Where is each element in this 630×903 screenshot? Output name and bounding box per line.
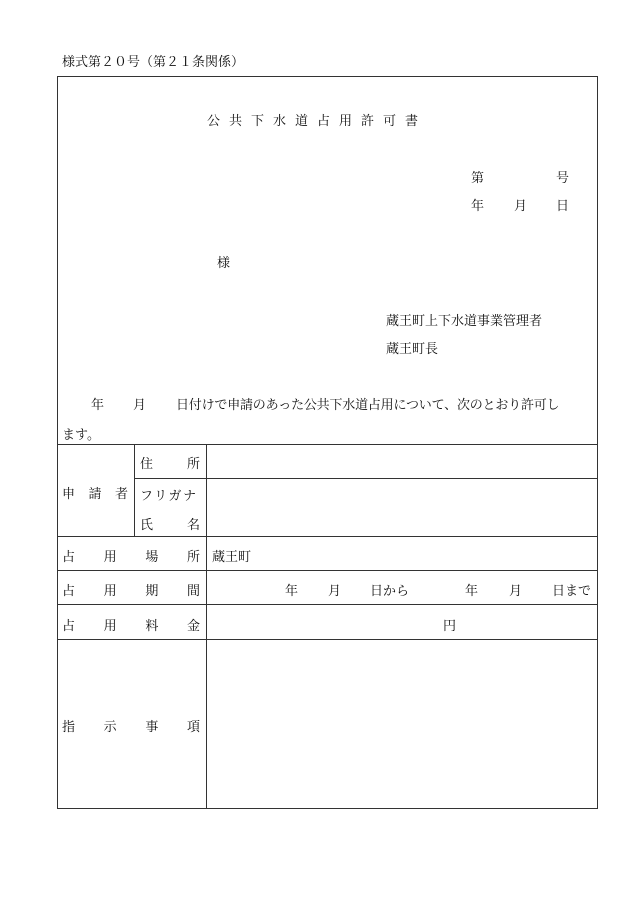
instructions-label: 指 示 事 項 bbox=[62, 720, 200, 735]
fee-label: 占 用 料 金 bbox=[62, 619, 200, 634]
addressee-suffix: 様 bbox=[217, 256, 231, 271]
location-label: 占 用 場 所 bbox=[62, 550, 200, 565]
issuer-title: 蔵王町上下水道事業管理者 bbox=[386, 314, 543, 329]
address-label: 住 所 bbox=[140, 457, 200, 472]
document-title: 公共下水道占用許可書 bbox=[207, 114, 428, 129]
period-from-day: 日から bbox=[370, 584, 410, 599]
fee-unit: 円 bbox=[443, 619, 457, 634]
period-to-month: 月 bbox=[509, 584, 523, 599]
period-row-rule bbox=[57, 604, 598, 605]
period-label: 占 用 期 間 bbox=[62, 584, 200, 599]
issue-date-month: 月 bbox=[514, 199, 528, 214]
address-row-rule bbox=[134, 478, 598, 479]
statement-text-end: ます。 bbox=[62, 428, 100, 443]
applicant-label: 申 請 者 bbox=[62, 487, 128, 502]
form-number: 様式第２０号（第２１条関係） bbox=[62, 55, 245, 70]
statement-month: 月 bbox=[133, 398, 147, 413]
period-to-year: 年 bbox=[465, 584, 479, 599]
location-value: 蔵王町 bbox=[212, 550, 252, 565]
statement-text: 日付けで申請のあった公共下水道占用について、次のとおり許可し bbox=[176, 398, 560, 413]
applicant-row-rule bbox=[57, 536, 598, 537]
period-from-year: 年 bbox=[285, 584, 299, 599]
name-label: 氏 名 bbox=[140, 518, 200, 533]
label-column-divider bbox=[206, 444, 207, 809]
issue-number-suffix: 号 bbox=[556, 171, 570, 186]
location-row-rule bbox=[57, 570, 598, 571]
statement-year: 年 bbox=[91, 398, 105, 413]
permit-form-frame bbox=[57, 76, 598, 809]
table-top-rule bbox=[57, 444, 598, 445]
furigana-label: フリガナ bbox=[140, 489, 198, 504]
applicant-label-divider bbox=[134, 444, 135, 536]
issue-date-year: 年 bbox=[471, 199, 485, 214]
issuer-name: 蔵王町長 bbox=[386, 342, 439, 357]
period-to-day: 日まで bbox=[552, 584, 592, 599]
issue-number-prefix: 第 bbox=[471, 171, 485, 186]
fee-row-rule bbox=[57, 639, 598, 640]
period-from-month: 月 bbox=[328, 584, 342, 599]
issue-date-day: 日 bbox=[556, 199, 570, 214]
